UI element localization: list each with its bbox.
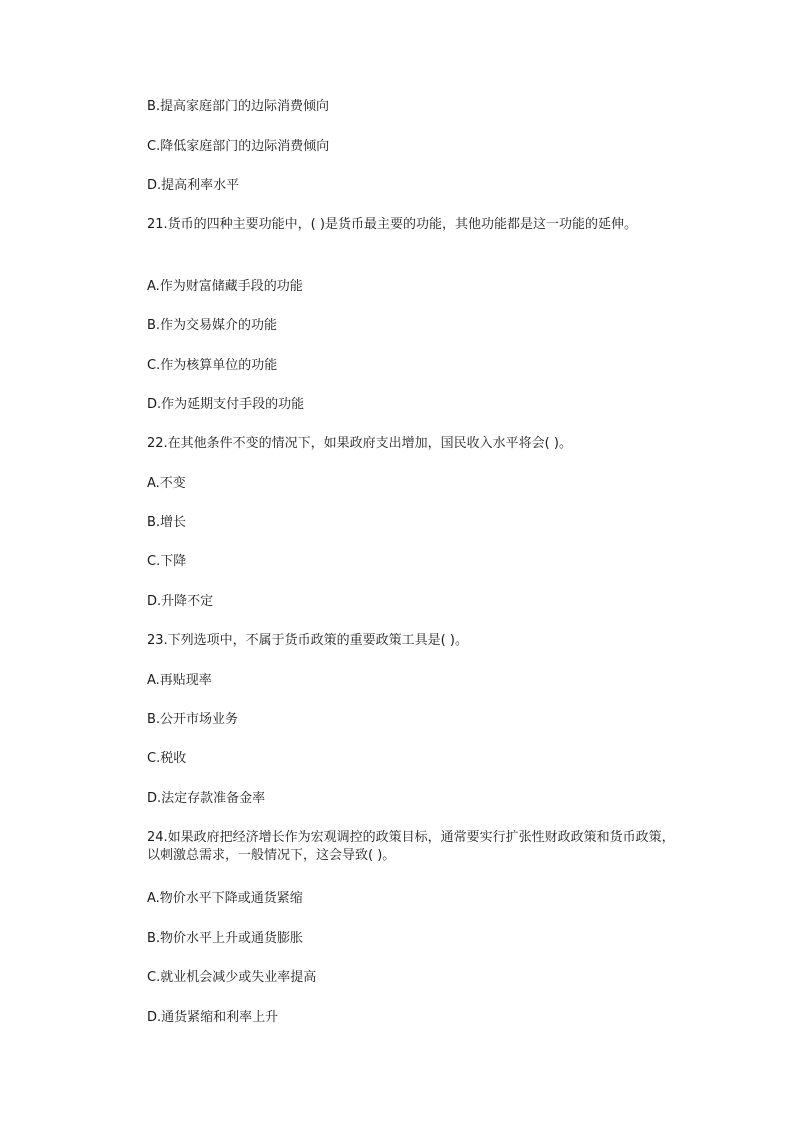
q23-option-d: D.法定存款准备金率	[147, 791, 266, 806]
q24-option-a: A.物价水平下降或通货紧缩	[147, 891, 303, 906]
q21-question: 21.货币的四种主要功能中，( )是货币最主要的功能，其他功能都是这一功能的延伸。	[147, 217, 637, 232]
q24-option-c: C.就业机会减少或失业率提高	[147, 970, 317, 985]
q23-option-a: A.再贴现率	[147, 673, 212, 688]
q24-question: 24.如果政府把经济增长作为宏观调控的政策目标，通常要实行扩张性财政政策和货币政策，以刺激总需求，一般情况下，这会导致( )。	[147, 830, 675, 863]
q20-option-b: B.提高家庭部门的边际消费倾向	[147, 99, 330, 114]
q23-question: 23.下列选项中，不属于货币政策的重要政策工具是( )。	[147, 633, 468, 648]
q21-option-d: D.作为延期支付手段的功能	[147, 397, 305, 412]
q23-option-b: B.公开市场业务	[147, 712, 239, 727]
q23-option-c: C.税收	[147, 751, 187, 766]
q22-option-d: D.升降不定	[147, 594, 214, 609]
q22-option-b: B.增长	[147, 515, 187, 530]
q22-option-c: C.下降	[147, 554, 187, 569]
q24-option-d: D.通货紧缩和利率上升	[147, 1010, 279, 1025]
q21-option-c: C.作为核算单位的功能	[147, 358, 278, 373]
q22-question: 22.在其他条件不变的情况下，如果政府支出增加，国民收入水平将会( )。	[147, 436, 572, 451]
q24-option-b: B.物价水平上升或通货膨胀	[147, 931, 304, 946]
q21-option-a: A.作为财富储藏手段的功能	[147, 279, 303, 294]
q21-option-b: B.作为交易媒介的功能	[147, 318, 278, 333]
q20-option-d: D.提高利率水平	[147, 178, 240, 193]
q20-option-c: C.降低家庭部门的边际消费倾向	[147, 139, 330, 154]
q22-option-a: A.不变	[147, 476, 186, 491]
